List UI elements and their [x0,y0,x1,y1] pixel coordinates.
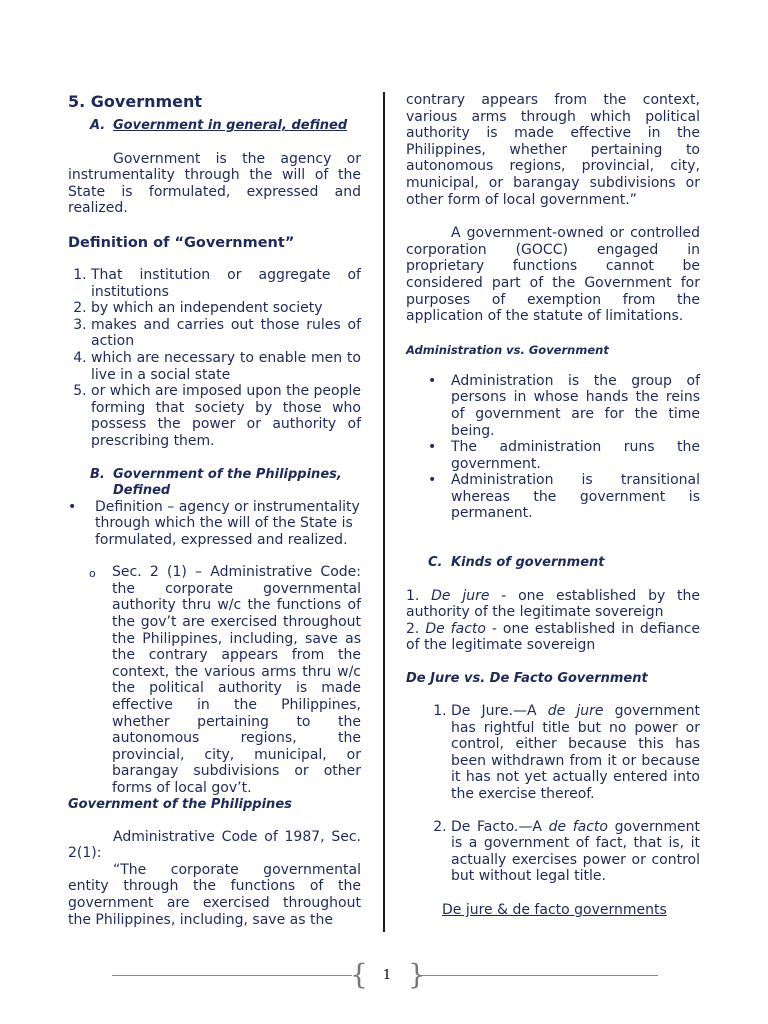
section-b-subitem: o Sec. 2 (1) – Administrative Code: the corporate governmental authority thru w/c the functions of the gov’t are exercised throughout the Philippines, including, save as the contrary appears from the context, the various arms thru w/c the political authority is made effective in the Philippines, whether pertaining to the autonomous regions, the provincial, city, municipal, or barangay subdivisions or other forms of local gov’t. [89,564,361,796]
gocc-paragraph: A government-owned or controlled corporation (GOCC) engaged in proprietary functions cannot be considered part of the Government for purposes of exemption from the application of the statute of limitations. [406,225,700,325]
djdf-list [406,703,700,885]
definition-item: 4. which are necessary to enable men to live in a social state [91,350,361,383]
definition-item: 5. or which are imposed upon the people forming that society by those who possess the power or authority of prescribing them. [91,383,361,449]
quote-start: “The corporate governmental entity through the functions of the government are exercised throughout the Philippines, including, save as the [68,861,361,928]
gov-philippines-heading: Government of the Philippines [68,796,292,812]
admin-vs-gov-heading: Administration vs. Government [406,342,609,357]
admin-bullets [406,373,700,522]
bullet-icon: • [68,498,77,515]
admin-code-reference: Administrative Code of 1987, Sec. 2(1): [68,828,361,862]
list-item: • The administration runs the government. [428,439,700,472]
left-brace-icon: { [350,958,368,991]
section-c-heading: C. Kinds of government [428,555,605,571]
section-b-bullet: • Definition – agency or instrumentality through which the will of the State is formulated, expressed and realized. [68,498,360,548]
kind-de-facto: 2. De facto - one established in defiance of the legitimate sovereign [406,620,701,654]
list-item: 1. De Jure.—A de jure government has rightful title but no power or control, either because this has been withdrawn from it or because it has not yet actually entered into the exercise thereof. [451,703,700,803]
footer-rule-right [422,975,658,976]
list-item: • Administration is the group of persons in whose hands the reins of government are for the time being. [428,372,700,439]
definition-item: 1. That institution or aggregate of institutions [91,267,361,300]
page-number: 1 [382,968,392,983]
section-a-heading: A. Government in general, defined [90,118,348,133]
section-a-paragraph: Government is the agency or instrumentality through the will of the State is formulated, expressed and realized. [68,150,361,217]
definition-list [68,267,361,450]
right-column [406,92,700,919]
list-item: 2. De Facto.—A de facto government is a government of fact, that is, it actually exercises power or control but without legal title. [451,819,700,885]
list-item: • Administration is transitional whereas the government is permanent. [428,472,700,522]
bullet-icon: • [428,372,437,389]
page-title: 5. Government [68,92,203,111]
bullet-icon: • [428,439,437,456]
section-b-heading: B. Government of the Philippines, Defined [90,466,342,498]
footer-rule-left [112,975,352,976]
column-divider [383,92,385,932]
bullet-icon: • [428,472,437,489]
definition-item: 2. by which an independent society [91,300,361,317]
definition-heading: Definition of “Government” [68,234,295,251]
de-jure-de-facto-link[interactable]: De jure & de facto governments [442,901,667,918]
quote-continuation: contrary appears from the context, various arms through which political authority is made effective in the Philippines, whether pertaining to autonomous regions, provincial, city, municipal, or barangay subdivisions or other form of local government.” [406,92,700,208]
right-brace-icon: } [408,958,426,991]
djdf-heading: De Jure vs. De Facto Government [406,671,648,687]
kind-de-jure: 1. De jure - one established by the authority of the legitimate sovereign [406,587,701,621]
left-column [68,92,361,928]
circle-bullet-icon: o [89,567,96,581]
definition-item: 3. makes and carries out those rules of action [91,317,361,350]
